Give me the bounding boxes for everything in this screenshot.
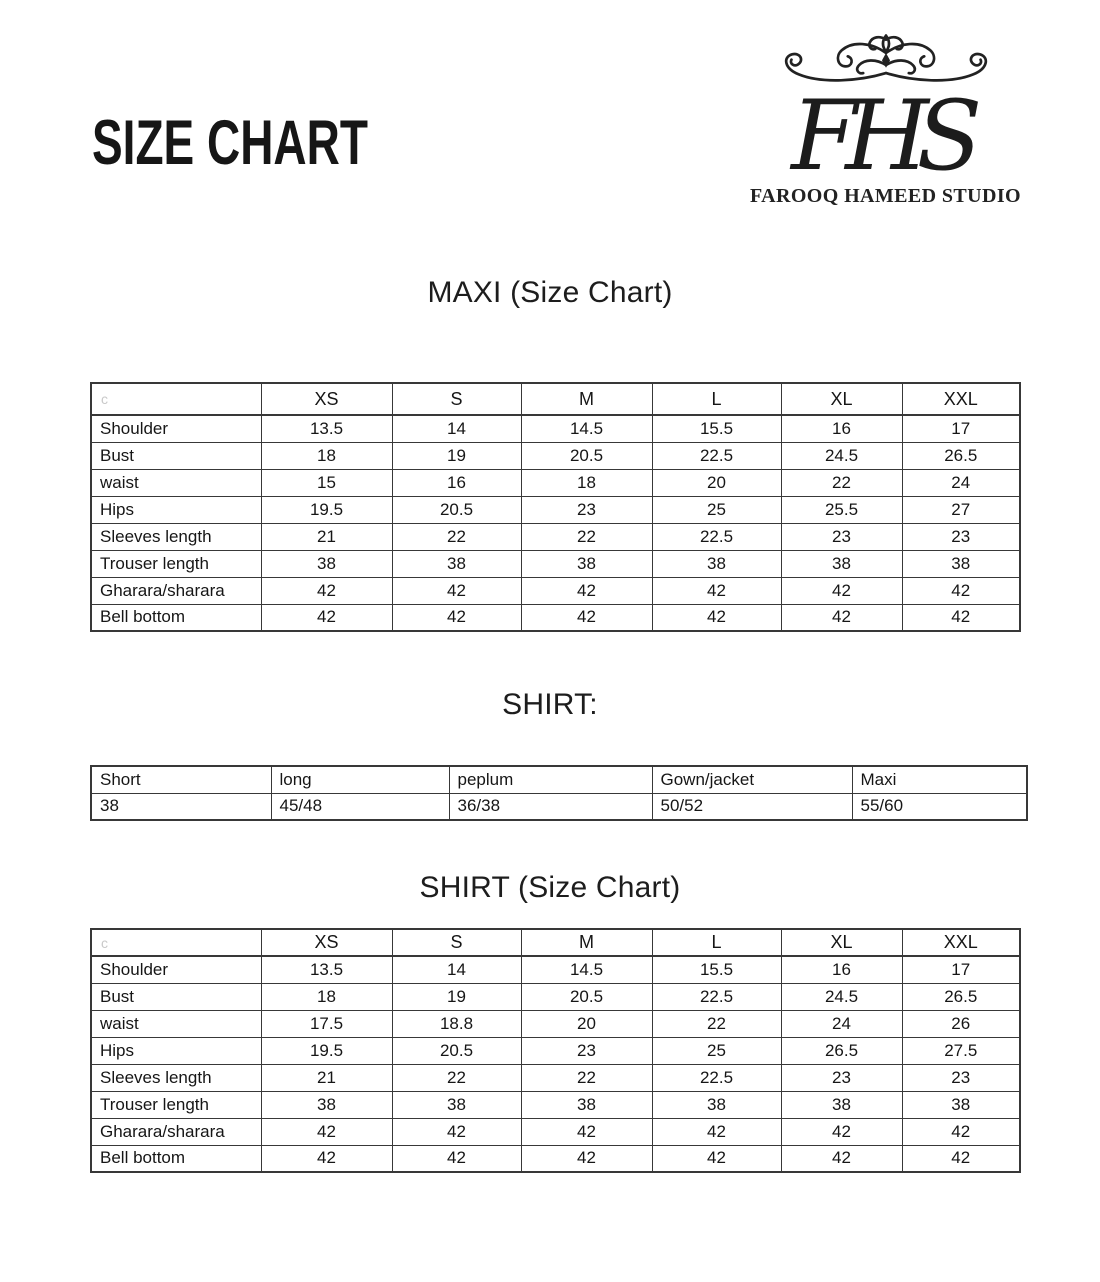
table-row [91, 1010, 1020, 1037]
measurement-label-cell: Trouser length [91, 550, 261, 577]
value-cell: 19 [392, 983, 521, 1010]
size-column-header: L [652, 383, 781, 415]
value-cell: 18.8 [392, 1010, 521, 1037]
value-cell: 24.5 [781, 442, 902, 469]
value-cell: 23 [781, 523, 902, 550]
length-column-header: Gown/jacket [652, 766, 852, 793]
value-cell: 42 [902, 604, 1020, 631]
value-cell: 24 [902, 469, 1020, 496]
value-cell: 22 [392, 1064, 521, 1091]
value-cell: 38 [261, 550, 392, 577]
value-cell: 22 [652, 1010, 781, 1037]
value-cell: 18 [261, 983, 392, 1010]
lengths-header-row [91, 766, 1027, 793]
value-cell: 19.5 [261, 496, 392, 523]
value-cell: 42 [392, 577, 521, 604]
value-cell: 13.5 [261, 956, 392, 983]
value-cell: 21 [261, 523, 392, 550]
measurement-label-cell: Bust [91, 983, 261, 1010]
value-cell: 26.5 [902, 983, 1020, 1010]
length-value-cell: 36/38 [449, 793, 652, 820]
length-value-cell: 45/48 [271, 793, 449, 820]
size-column-header: S [392, 929, 521, 956]
value-cell: 42 [261, 604, 392, 631]
value-cell: 42 [392, 1118, 521, 1145]
value-cell: 42 [261, 1118, 392, 1145]
table-row [91, 415, 1020, 442]
value-cell: 17 [902, 956, 1020, 983]
value-cell: 42 [902, 577, 1020, 604]
value-cell: 15 [261, 469, 392, 496]
value-cell: 15.5 [652, 956, 781, 983]
value-cell: 22 [392, 523, 521, 550]
value-cell: 42 [781, 1145, 902, 1172]
length-value-cell: 55/60 [852, 793, 1027, 820]
length-column-header: long [271, 766, 449, 793]
measurement-label-cell: Gharara/sharara [91, 1118, 261, 1145]
measurement-label-cell: Bell bottom [91, 1145, 261, 1172]
size-column-header: M [521, 383, 652, 415]
value-cell: 17 [902, 415, 1020, 442]
value-cell: 24 [781, 1010, 902, 1037]
value-cell: 42 [392, 1145, 521, 1172]
measurement-label-cell: Shoulder [91, 415, 261, 442]
measurement-label-cell: Sleeves length [91, 523, 261, 550]
shirt-lengths-section-heading: SHIRT: [502, 688, 598, 721]
size-column-header: M [521, 929, 652, 956]
value-cell: 22.5 [652, 983, 781, 1010]
value-cell: 18 [261, 442, 392, 469]
value-cell: 38 [392, 550, 521, 577]
value-cell: 22.5 [652, 442, 781, 469]
value-cell: 18 [521, 469, 652, 496]
value-cell: 42 [902, 1118, 1020, 1145]
shirt-lengths-table [90, 765, 1028, 821]
value-cell: 14.5 [521, 415, 652, 442]
corner-cell: c [91, 929, 261, 956]
length-value-cell: 38 [91, 793, 271, 820]
size-column-header: S [392, 383, 521, 415]
value-cell: 42 [652, 1145, 781, 1172]
value-cell: 42 [652, 577, 781, 604]
shirt-size-table [90, 928, 1021, 1173]
value-cell: 19.5 [261, 1037, 392, 1064]
value-cell: 38 [781, 1091, 902, 1118]
logo-studio-name: FAROOQ HAMEED STUDIO [750, 185, 1021, 207]
value-cell: 22.5 [652, 1064, 781, 1091]
size-column-header: XL [781, 383, 902, 415]
value-cell: 38 [652, 550, 781, 577]
measurement-label-cell: Bust [91, 442, 261, 469]
shirt-section-heading: SHIRT (Size Chart) [419, 871, 681, 904]
length-column-header: Maxi [852, 766, 1027, 793]
value-cell: 25.5 [781, 496, 902, 523]
value-cell: 25 [652, 496, 781, 523]
measurement-label-cell: Sleeves length [91, 1064, 261, 1091]
value-cell: 42 [521, 1145, 652, 1172]
table-row [91, 1091, 1020, 1118]
value-cell: 23 [902, 1064, 1020, 1091]
table-row [91, 1037, 1020, 1064]
size-column-header: XS [261, 383, 392, 415]
corner-cell: c [91, 383, 261, 415]
table-row [91, 550, 1020, 577]
value-cell: 24.5 [781, 983, 902, 1010]
size-column-header: XXL [902, 383, 1020, 415]
value-cell: 14 [392, 956, 521, 983]
length-value-cell: 50/52 [652, 793, 852, 820]
value-cell: 42 [652, 604, 781, 631]
table-row [91, 1145, 1020, 1172]
value-cell: 27.5 [902, 1037, 1020, 1064]
table-row [91, 983, 1020, 1010]
value-cell: 42 [781, 577, 902, 604]
value-cell: 42 [902, 1145, 1020, 1172]
value-cell: 22.5 [652, 523, 781, 550]
measurement-label-cell: Gharara/sharara [91, 577, 261, 604]
value-cell: 14 [392, 415, 521, 442]
value-cell: 26.5 [902, 442, 1020, 469]
table-row [91, 604, 1020, 631]
value-cell: 42 [261, 1145, 392, 1172]
measurement-label-cell: waist [91, 1010, 261, 1037]
value-cell: 42 [781, 1118, 902, 1145]
value-cell: 14.5 [521, 956, 652, 983]
value-cell: 20 [652, 469, 781, 496]
measurement-label-cell: Bell bottom [91, 604, 261, 631]
value-cell: 38 [261, 1091, 392, 1118]
table-row [91, 1118, 1020, 1145]
value-cell: 21 [261, 1064, 392, 1091]
value-cell: 42 [392, 604, 521, 631]
measurement-label-cell: Shoulder [91, 956, 261, 983]
value-cell: 42 [652, 1118, 781, 1145]
value-cell: 23 [902, 523, 1020, 550]
maxi-size-table [90, 382, 1021, 632]
size-header-row [91, 929, 1020, 956]
value-cell: 38 [521, 550, 652, 577]
table-row [91, 956, 1020, 983]
value-cell: 20.5 [521, 442, 652, 469]
measurement-label-cell: Hips [91, 496, 261, 523]
value-cell: 16 [392, 469, 521, 496]
size-column-header: L [652, 929, 781, 956]
value-cell: 23 [521, 496, 652, 523]
table-row [91, 523, 1020, 550]
measurement-label-cell: waist [91, 469, 261, 496]
brand-logo [733, 28, 1038, 208]
length-column-header: peplum [449, 766, 652, 793]
value-cell: 42 [781, 604, 902, 631]
value-cell: 20.5 [521, 983, 652, 1010]
value-cell: 23 [781, 1064, 902, 1091]
size-column-header: XXL [902, 929, 1020, 956]
value-cell: 38 [392, 1091, 521, 1118]
value-cell: 23 [521, 1037, 652, 1064]
value-cell: 20 [521, 1010, 652, 1037]
size-header-row [91, 383, 1020, 415]
value-cell: 26 [902, 1010, 1020, 1037]
table-row [91, 469, 1020, 496]
size-column-header: XS [261, 929, 392, 956]
lengths-value-row [91, 793, 1027, 820]
value-cell: 26.5 [781, 1037, 902, 1064]
value-cell: 38 [902, 1091, 1020, 1118]
size-column-header: XL [781, 929, 902, 956]
length-column-header: Short [91, 766, 271, 793]
value-cell: 27 [902, 496, 1020, 523]
table-row [91, 442, 1020, 469]
measurement-label-cell: Trouser length [91, 1091, 261, 1118]
value-cell: 17.5 [261, 1010, 392, 1037]
value-cell: 42 [521, 577, 652, 604]
value-cell: 38 [902, 550, 1020, 577]
value-cell: 38 [652, 1091, 781, 1118]
value-cell: 16 [781, 956, 902, 983]
maxi-section-heading: MAXI (Size Chart) [427, 276, 673, 309]
value-cell: 20.5 [392, 496, 521, 523]
value-cell: 15.5 [652, 415, 781, 442]
value-cell: 38 [781, 550, 902, 577]
value-cell: 22 [781, 469, 902, 496]
value-cell: 20.5 [392, 1037, 521, 1064]
value-cell: 16 [781, 415, 902, 442]
value-cell: 42 [521, 1118, 652, 1145]
value-cell: 38 [521, 1091, 652, 1118]
table-row [91, 577, 1020, 604]
table-row [91, 1064, 1020, 1091]
value-cell: 25 [652, 1037, 781, 1064]
value-cell: 13.5 [261, 415, 392, 442]
measurement-label-cell: Hips [91, 1037, 261, 1064]
value-cell: 19 [392, 442, 521, 469]
value-cell: 42 [261, 577, 392, 604]
value-cell: 42 [521, 604, 652, 631]
logo-monogram: FHS [791, 80, 970, 192]
value-cell: 22 [521, 523, 652, 550]
value-cell: 22 [521, 1064, 652, 1091]
table-row [91, 496, 1020, 523]
page-title: SIZE CHART [92, 108, 368, 178]
